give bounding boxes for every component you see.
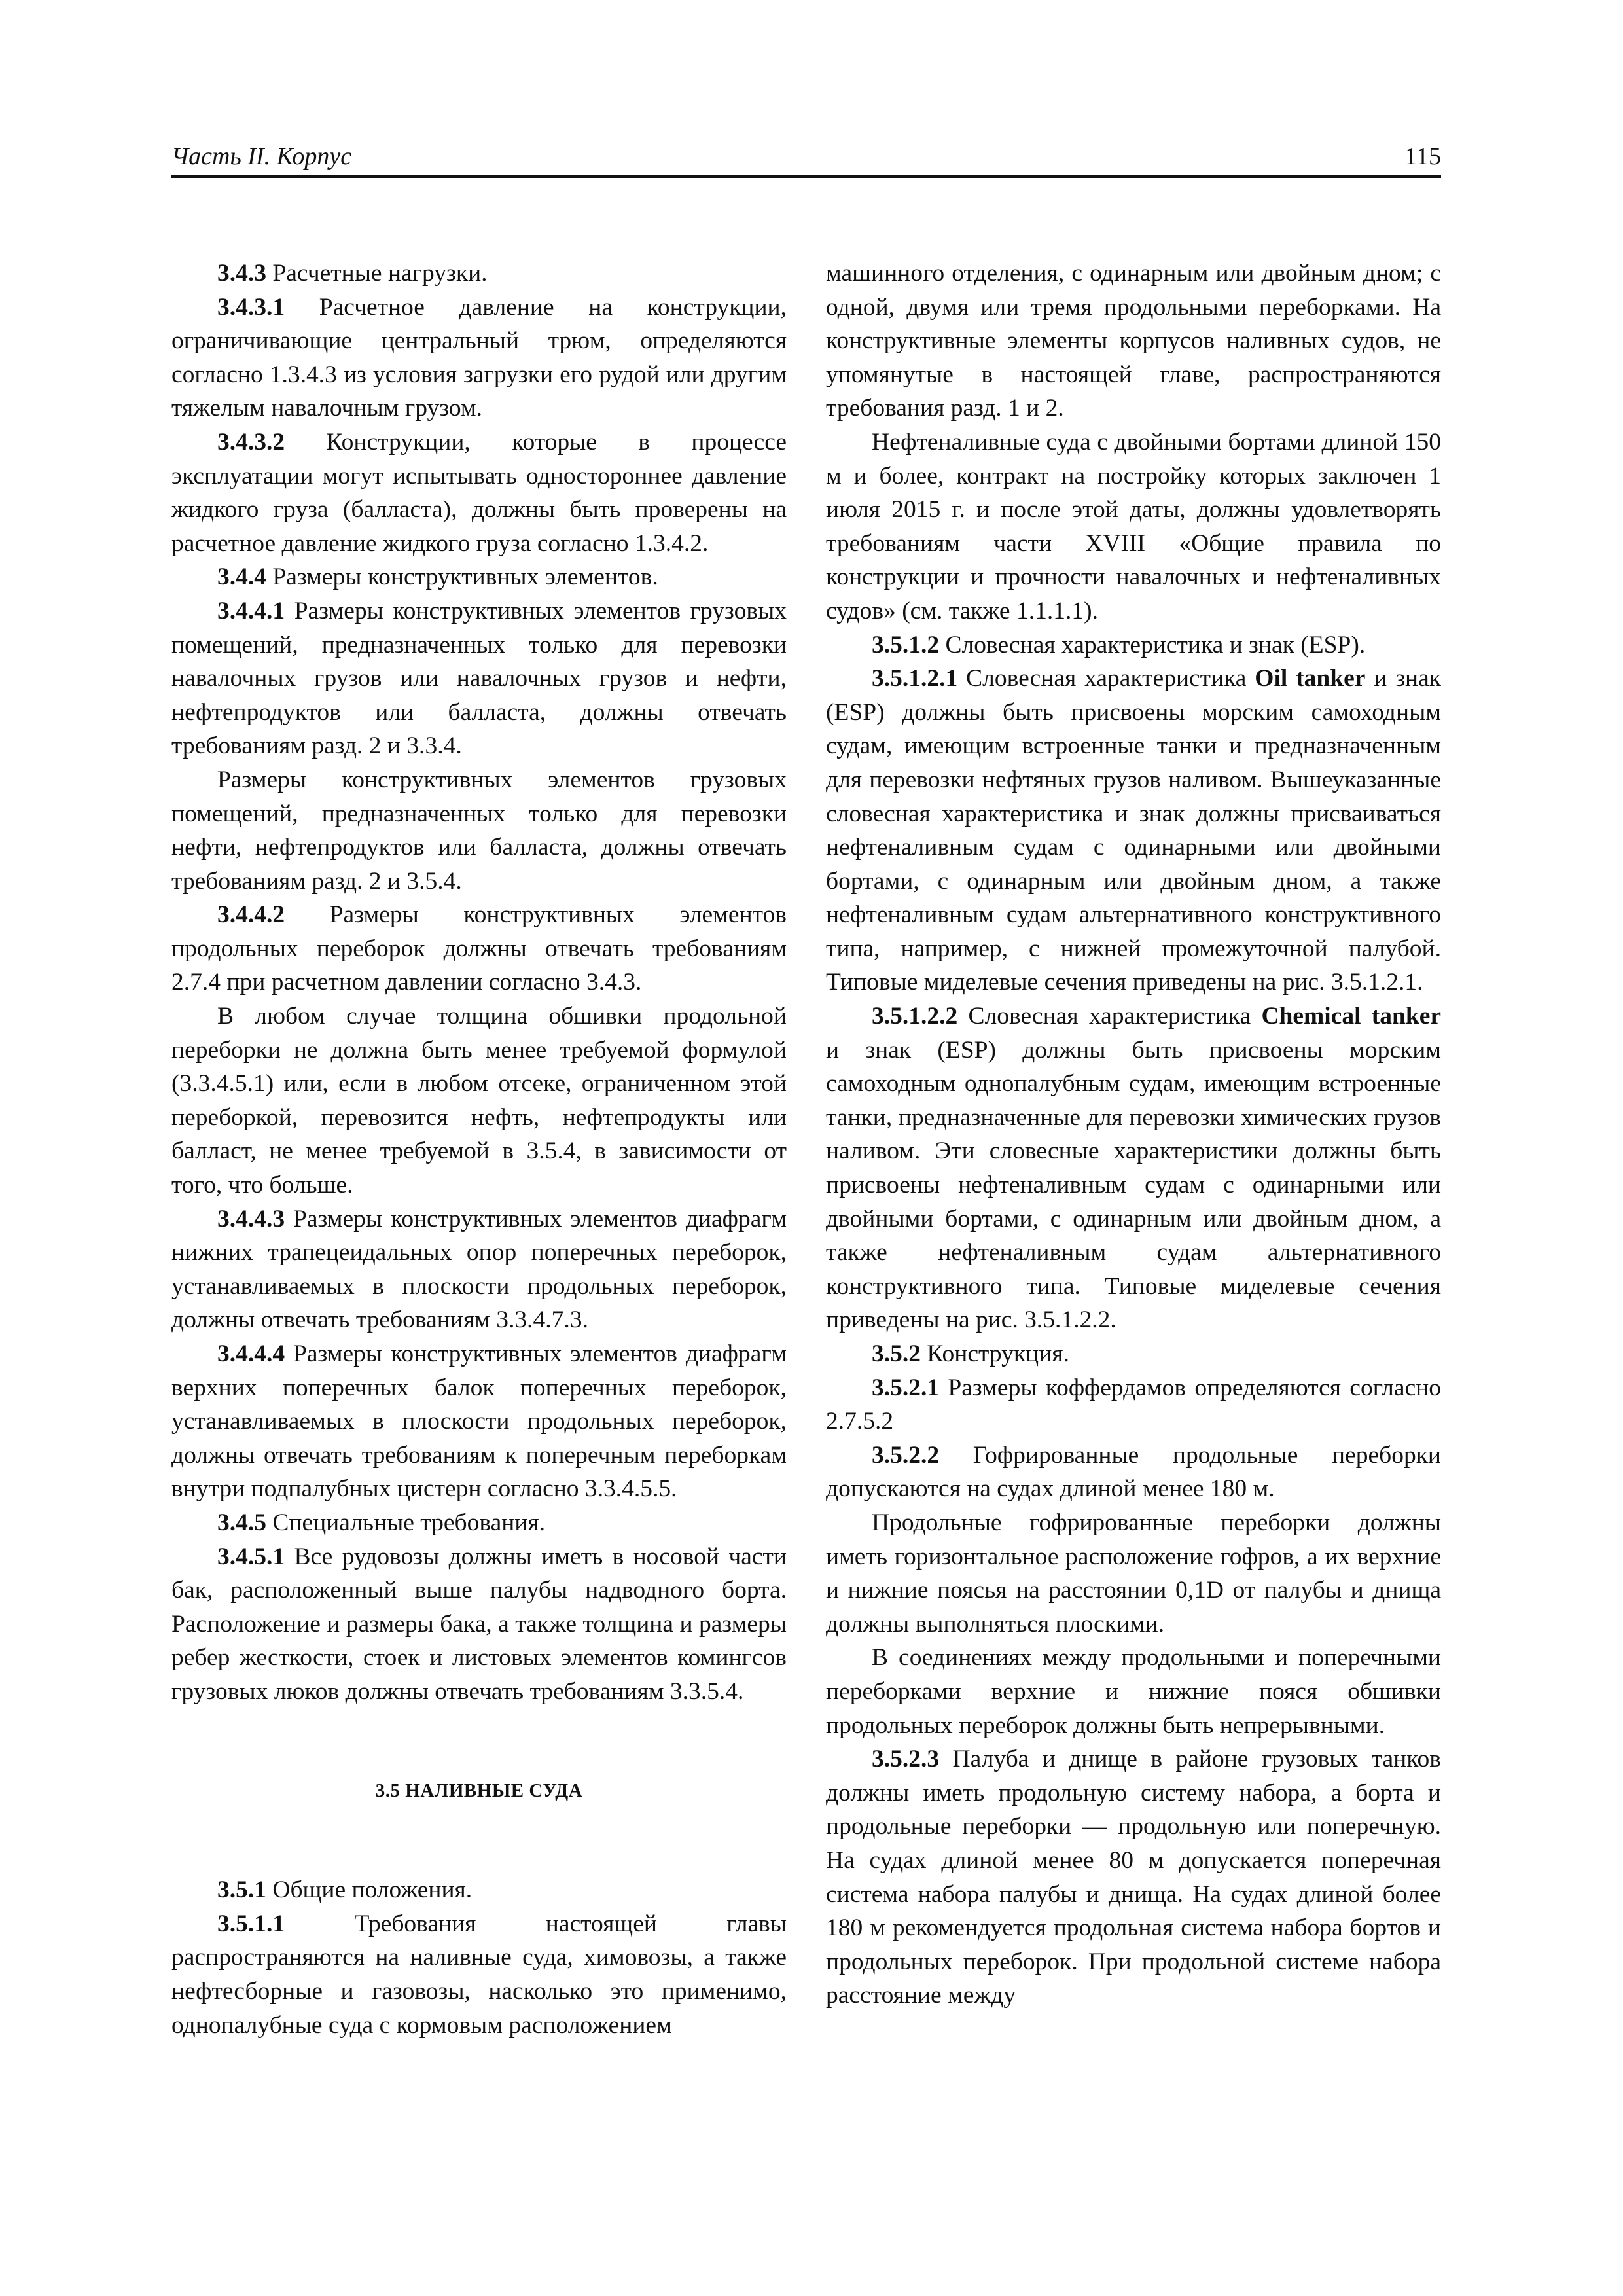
clause-number: 3.4.4.1 xyxy=(217,597,285,624)
paragraph: 3.4.3.1 Расчетное давление на конструкции, ограничивающие центральный трюм, определяются согласно 1.3.4.3 из условия загрузки его рудой или другим тяжелым навалочным грузом. xyxy=(171,293,787,422)
clause-number: 3.4.3.2 xyxy=(217,428,285,456)
clause-number: 3.5.2 xyxy=(872,1340,921,1367)
paragraph: 3.4.3 Расчетные нагрузки. xyxy=(217,260,488,287)
paragraph: 3.4.4.3 Размеры конструктивных элементов диафрагм нижних трапецеидальных опор поперечных переборок, устанавливаемых в плоскости продольных переборок, должны отвечать требованиям 3.3.4.7.3. xyxy=(171,1205,787,1334)
paragraph: 3.5.2 Конструкция. xyxy=(872,1340,1069,1367)
clause-number: 3.4.4.3 xyxy=(217,1205,285,1232)
paragraph: 3.4.4.4 Размеры конструктивных элементов диафрагм верхних поперечных балок поперечных переборок, устанавливаемых в плоскости продольных переборок, должны отвечать требованиям к поперечным переборкам внутри подпалубных цистерн согласно 3.3.4.5.5. xyxy=(171,1340,787,1503)
left-column xyxy=(171,257,787,2042)
running-title: Часть II. Корпус xyxy=(171,143,352,170)
paragraph: 3.5.2.3 Палуба и днище в районе грузовых танков должны иметь продольную систему набора, а борта и продольные переборки — продольную или поперечную. На судах длиной менее 80 м допускается поперечная система набора палубы и днища. На судах длиной более 180 м рекомендуется продольная система набора бортов и продольных переборок. При продольной системе набора расстояние между xyxy=(826,1746,1441,2009)
clause-number: 3.5.1.2.2 xyxy=(872,1003,958,1030)
section-title: 3.5 НАЛИВНЫЕ СУДА xyxy=(375,1780,583,1801)
paragraph: 3.4.5 Специальные требования. xyxy=(217,1509,545,1536)
paragraph: Нефтеналивные суда с двойными бортами длиной 150 м и более, контракт на постройку которых заключен 1 июля 2015 г. и после этой даты, должны удовлетворять требованиям части XVIII «Общие правила по конструкции и прочности навалочных и нефтеналивных судов» (см. также 1.1.1.1). xyxy=(826,428,1441,624)
page-number: 115 xyxy=(1404,143,1441,170)
paragraph: 3.5.2.1 Размеры коффердамов определяются согласно 2.7.5.2 xyxy=(826,1374,1441,1435)
clause-number: 3.4.4 xyxy=(217,564,266,591)
clause-number: 3.5.2.3 xyxy=(872,1746,940,1773)
paragraph: 3.4.5.1 Все рудовозы должны иметь в носовой части бак, расположенный выше палубы надводного борта. Расположение и размеры бака, а также толщина и размеры ребер жесткости, стоек и листовых элементов комингсов грузовых люков должны отвечать требованиям 3.3.5.4. xyxy=(171,1543,787,1705)
clause-number: 3.5.1.2.1 xyxy=(872,665,958,692)
paragraph: машинного отделения, с одинарным или двойным дном; с одной, двумя или тремя продольными переборками. На конструктивные элементы корпусов наливных судов, не упомянутые в настоящей главе, распространяются требования разд. 1 и 2. xyxy=(826,260,1441,422)
paragraph: 3.5.2.2 Гофрированные продольные переборки допускаются на судах длиной менее 180 м. xyxy=(826,1441,1441,1503)
clause-number: 3.5.1.1 xyxy=(217,1910,285,1937)
paragraph: В любом случае толщина обшивки продольной переборки не должна быть менее требуемой формулой (3.3.4.5.1) или, если в любом отсеке, ограниченном этой переборкой, перевозится нефть, нефтепродукты или балласт, не менее требуемой в 3.5.4, в зависимости от того, что больше. xyxy=(171,1003,787,1199)
class-notation: Oil tanker xyxy=(1255,665,1366,692)
clause-number: 3.5.2.2 xyxy=(872,1441,940,1469)
paragraph: Размеры конструктивных элементов грузовых помещений, предназначенных только для перевозки нефти, нефтепродуктов или балласта, должны отвечать требованиям разд. 2 и 3.5.4. xyxy=(171,766,787,895)
paragraph: 3.4.4.2 Размеры конструктивных элементов продольных переборок должны отвечать требованиям 2.7.4 при расчетном давлении согласно 3.4.3. xyxy=(171,901,787,996)
clause-number: 3.4.4.4 xyxy=(217,1340,285,1367)
clause-number: 3.4.3.1 xyxy=(217,293,285,321)
clause-number: 3.5.1 xyxy=(217,1876,266,1904)
paragraph: 3.4.3.2 Конструкции, которые в процессе эксплуатации могут испытывать одностороннее давление жидкого груза (балласта), должны быть проверены на расчетное давление жидкого груза согласно 1.3.4.2. xyxy=(171,428,787,557)
clause-number: 3.4.3 xyxy=(217,260,266,287)
clause-number: 3.4.5.1 xyxy=(217,1543,285,1570)
clause-number: 3.5.2.1 xyxy=(872,1374,940,1401)
paragraph: В соединениях между продольными и поперечными переборками верхние и нижние пояся обшивки продольных переборок должны быть непрерывными. xyxy=(826,1644,1441,1739)
paragraph: 3.5.1.1 Требования настоящей главы распространяются на наливные суда, химовозы, а также нефтесборные и газовозы, насколько это применимо, однопалубные суда с кормовым расположением xyxy=(171,1910,787,2039)
header-rule xyxy=(171,175,1441,178)
class-notation: Chemical tanker xyxy=(1261,1003,1441,1030)
clause-number: 3.4.4.2 xyxy=(217,901,285,929)
paragraph: 3.5.1.2.1 Словесная характеристика Oil tanker и знак (ESP) должны быть присвоены морским самоходным судам, имеющим встроенные танки и предназначенным для перевозки нефтяных грузов наливом. Вышеуказанные словесная характеристика и знак должны присваиваться нефтеналивным судам с одинарными или двойными бортами, с одинарным или двойным дном, а также нефтеналивным судам альтернативного конструктивного типа, например, с нижней промежуточной палубой. Типовые миделевые сечения приведены на рис. 3.5.1.2.1. xyxy=(826,665,1441,996)
paragraph: 3.5.1.2.2 Словесная характеристика Chemical tanker и знак (ESP) должны быть присвоены морским самоходным однопалубным судам, имеющим встроенные танки, предназначенные для перевозки химических грузов наливом. Эти словесные характеристики должны быть присвоены нефтеналивным судам с одинарными или двойными бортами, с одинарным или двойным дном, а также нефтеналивным судам альтернативного конструктивного типа. Типовые миделевые сечения приведены на рис. 3.5.1.2.2. xyxy=(826,1003,1441,1334)
paragraph: Продольные гофрированные переборки должны иметь горизонтальное расположение гофров, а их верхние и нижние поясья на расстоянии 0,1D от палубы и днища должны выполняться плоскими. xyxy=(826,1509,1441,1638)
right-column xyxy=(826,257,1441,2013)
paragraph: 3.4.4.1 Размеры конструктивных элементов грузовых помещений, предназначенных только для перевозки навалочных грузов или навалочных грузов и нефти, нефтепродуктов или балласта, должны отвечать требованиям разд. 2 и 3.3.4. xyxy=(171,597,787,760)
clause-number: 3.4.5 xyxy=(217,1509,266,1536)
paragraph: 3.5.1.2 Словесная характеристика и знак (ESP). xyxy=(872,631,1366,658)
clause-number: 3.5.1.2 xyxy=(872,631,940,658)
paragraph: 3.4.4 Размеры конструктивных элементов. xyxy=(217,564,658,591)
paragraph: 3.5.1 Общие положения. xyxy=(217,1876,473,1904)
page-header xyxy=(171,134,1441,173)
